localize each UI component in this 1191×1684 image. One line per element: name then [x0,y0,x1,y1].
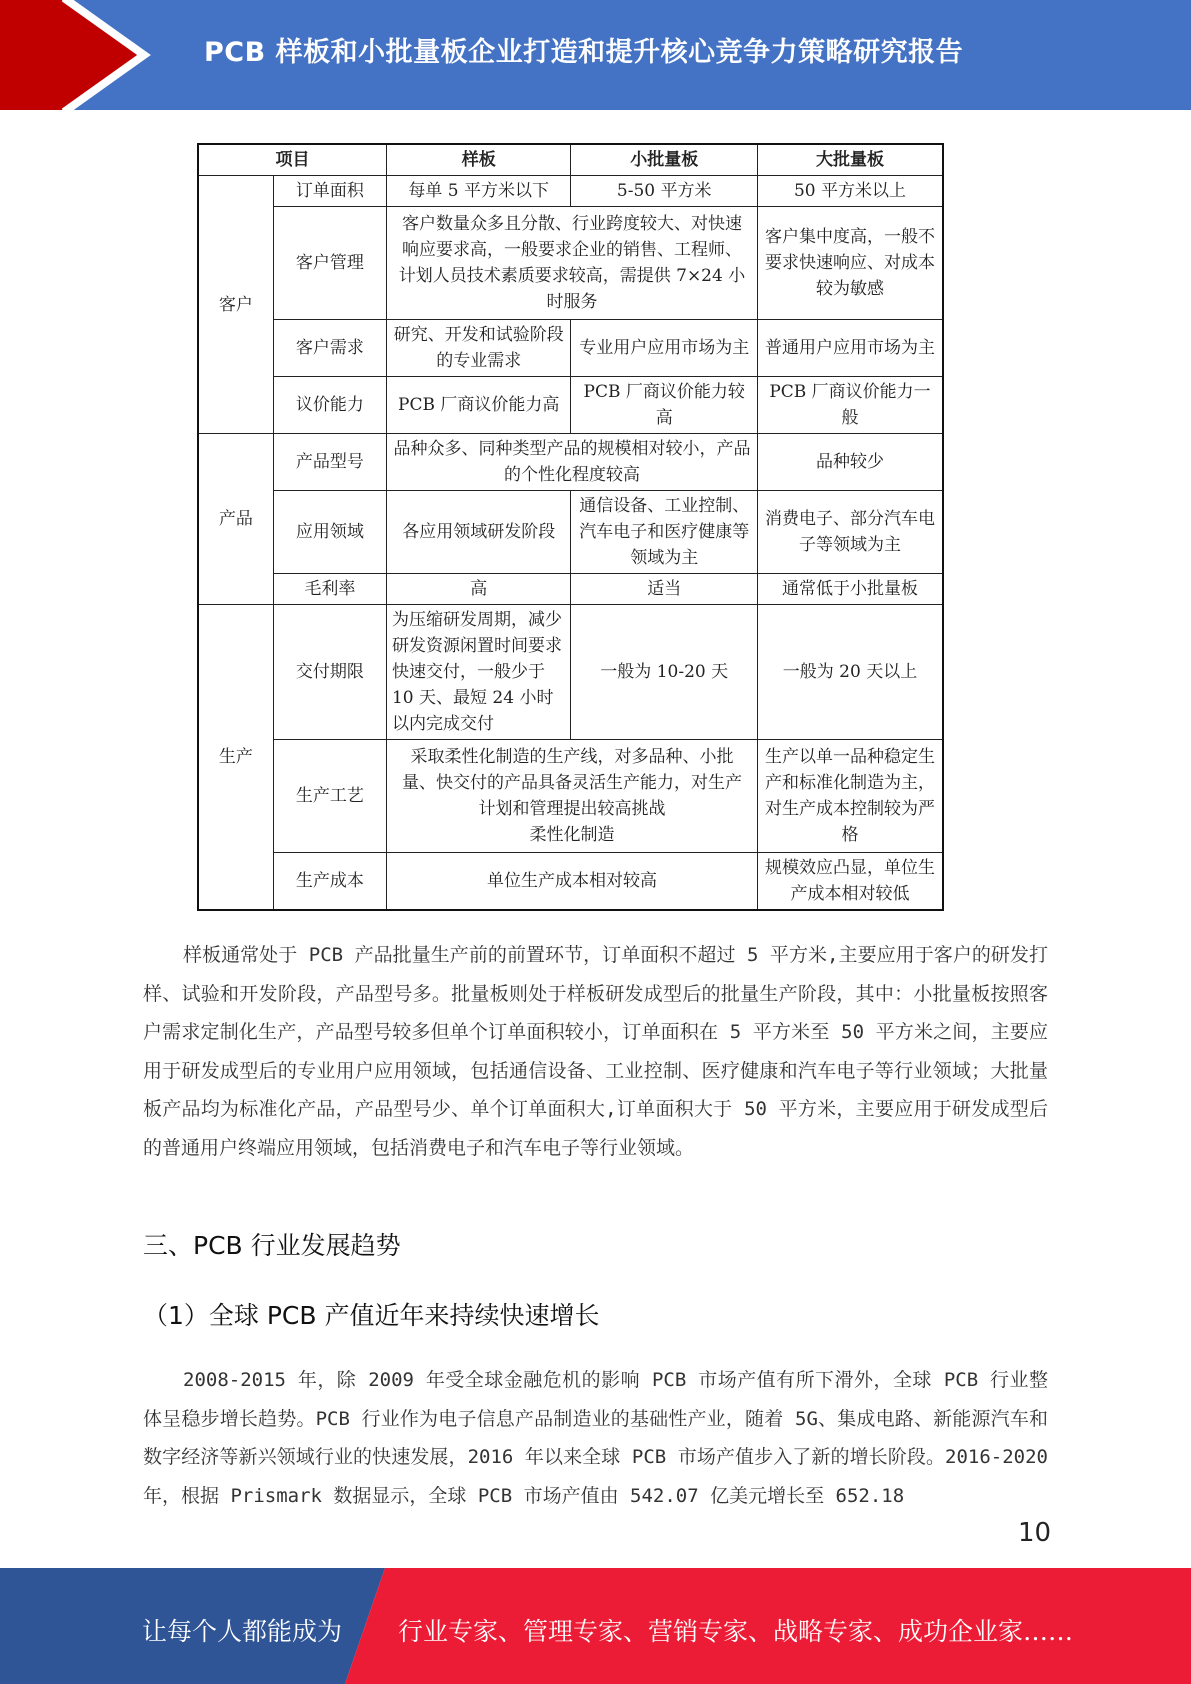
cell: 一般为 20 天以上 [757,605,943,740]
cell: 专业用户应用市场为主 [571,320,758,377]
row-label: 订单面积 [273,176,386,207]
report-title: PCB 样板和小批量板企业打造和提升核心竞争力策略研究报告 [204,37,964,68]
table-row [198,377,943,434]
cell: 研究、开发和试验阶段的专业需求 [386,320,570,377]
header-large-batch: 大批量板 [757,144,943,176]
subsection-heading: （1）全球 PCB 产值近年来持续快速增长 [143,1301,600,1330]
header-small-batch: 小批量板 [571,144,758,176]
paragraph-global-pcb: 2008-2015 年，除 2009 年受全球金融危机的影响 PCB 市场产值有所下滑外，全球 PCB 行业整体呈稳步增长趋势。PCB 行业作为电子信息产品制造业的基础性产业，随着 5G、集成电路、新能源汽车和数字经济等新兴领域行业的快速发展，2016 年以来全球 PCB 市场产值步入了新的增长阶段。2016-2020 年，根据 Prismark 数据显示，全球 PCB 市场产值由 542.07 亿美元增长至 652.18 [143,1369,1048,1507]
header-banner [0,0,1191,110]
process-note: 柔性化制造 [529,825,615,845]
cell: 单位生产成本相对较高 [386,853,757,911]
table-row [198,740,943,853]
cell: 每单 5 平方米以下 [386,176,570,207]
cell: 客户集中度高，一般不要求快速响应、对成本较为敏感 [757,207,943,320]
row-label: 应用领域 [273,491,386,574]
cell: 生产以单一品种稳定生产和标准化制造为主，对生产成本控制较为严格 [757,740,943,853]
footer-slogan-right: 行业专家、管理专家、营销专家、战略专家、成功企业家…… [398,1617,1074,1646]
group-production: 生产 [198,605,273,911]
paragraph-sample-vs-batch: 样板通常处于 PCB 产品批量生产前的前置环节，订单面积不超过 5 平方米,主要应用于客户的研发打样、试验和开发阶段，产品型号多。批量板则处于样板研发成型后的批量生产阶段，其中：小批量板按照客户需求定制化生产，产品型号较多但单个订单面积较小，订单面积在 5 平方米至 50 平方米之间，主要应用于研发成型后的专业用户应用领域，包括通信设备、工业控制、医疗健康和汽车电子等行业领域；大批量板产品均为标准化产品，产品型号少、单个订单面积大,订单面积大于 50 平方米，主要应用于研发成型后的普通用户终端应用领域，包括消费电子和汽车电子等行业领域。 [143,944,1048,1159]
cell: PCB 厂商议价能力较高 [571,377,758,434]
cell: 5-50 平方米 [571,176,758,207]
cell: 普通用户应用市场为主 [757,320,943,377]
cell: 品种较少 [757,434,943,491]
cell: 各应用领域研发阶段 [386,491,570,574]
row-label: 毛利率 [273,574,386,605]
cell: 适当 [571,574,758,605]
cell: 通常低于小批量板 [757,574,943,605]
cell: 为压缩研发周期，减少研发资源闲置时间要求快速交付，一般少于 10 天、最短 24 小时以内完成交付 [386,605,570,740]
group-customer: 客户 [198,176,273,434]
row-label: 客户管理 [273,207,386,320]
table-row [198,491,943,574]
row-label: 交付期限 [273,605,386,740]
section-heading: 三、PCB 行业发展趋势 [143,1231,401,1260]
cell: 规模效应凸显，单位生产成本相对较低 [757,853,943,911]
cell [386,740,757,853]
row-label: 产品型号 [273,434,386,491]
comparison-table [197,143,944,911]
footer-slogan-left: 让每个人都能成为 [142,1617,343,1646]
table-row [198,574,943,605]
table-row [198,853,943,911]
table-row [198,176,943,207]
arrow-decoration-icon [0,0,200,110]
cell: 品种众多、同种类型产品的规模相对较小，产品的个性化程度较高 [386,434,757,491]
table-row [198,605,943,740]
table-row [198,434,943,491]
row-label: 生产工艺 [273,740,386,853]
row-label: 议价能力 [273,377,386,434]
page-number: 10 [1018,1518,1052,1548]
header-sample: 样板 [386,144,570,176]
header-item: 项目 [198,144,386,176]
cell: 一般为 10-20 天 [571,605,758,740]
table-header-row [198,144,943,176]
row-label: 客户需求 [273,320,386,377]
cell: 消费电子、部分汽车电子等领域为主 [757,491,943,574]
footer-banner [0,1568,1191,1684]
table-row [198,207,943,320]
cell: 高 [386,574,570,605]
row-label: 生产成本 [273,853,386,911]
cell: PCB 厂商议价能力一般 [757,377,943,434]
cell: 50 平方米以上 [757,176,943,207]
process-text: 采取柔性化制造的生产线，对多品种、小批量、快交付的产品具备灵活生产能力，对生产计划和管理提出较高挑战 [401,747,742,819]
cell: 通信设备、工业控制、汽车电子和医疗健康等领域为主 [571,491,758,574]
group-product: 产品 [198,434,273,605]
cell: PCB 厂商议价能力高 [386,377,570,434]
table-row [198,320,943,377]
cell: 客户数量众多且分散、行业跨度较大、对快速响应要求高，一般要求企业的销售、工程师、计划人员技术素质要求较高，需提供 7×24 小时服务 [386,207,757,320]
